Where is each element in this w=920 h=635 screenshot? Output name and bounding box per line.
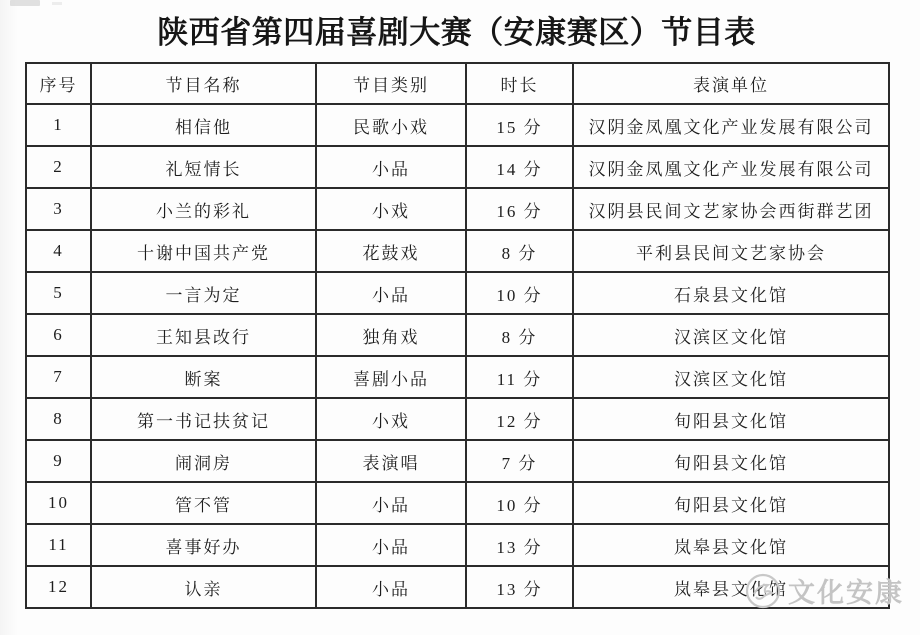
table-cell-unit: 汉滨区文化馆 xyxy=(573,314,889,356)
table-cell-name: 王知县改行 xyxy=(91,314,316,356)
table-cell-index: 8 xyxy=(26,398,91,440)
table-cell-duration: 10 分 xyxy=(466,482,573,524)
table-cell-unit: 旬阳县文化馆 xyxy=(573,398,889,440)
table-cell-category: 民歌小戏 xyxy=(316,104,466,146)
table-cell-index: 1 xyxy=(26,104,91,146)
table-row xyxy=(26,314,889,356)
table-header-row xyxy=(26,63,889,104)
table-cell-category: 小品 xyxy=(316,482,466,524)
page-title: 陕西省第四届喜剧大赛（安康赛区）节目表 xyxy=(157,15,756,50)
table-cell-duration: 12 分 xyxy=(466,398,573,440)
table-row xyxy=(26,188,889,230)
table-cell-duration: 10 分 xyxy=(466,272,573,314)
table-cell-duration: 13 分 xyxy=(466,566,573,608)
table-cell-category: 小品 xyxy=(316,146,466,188)
table-body xyxy=(26,104,889,608)
table-cell-duration: 14 分 xyxy=(466,146,573,188)
program-table-container xyxy=(25,62,888,609)
table-cell-index: 2 xyxy=(26,146,91,188)
table-cell-name: 小兰的彩礼 xyxy=(91,188,316,230)
table-cell-index: 6 xyxy=(26,314,91,356)
table-row xyxy=(26,524,889,566)
watermark-text: 文化安康 xyxy=(788,578,904,608)
table-cell-unit: 平利县民间文艺家协会 xyxy=(573,230,889,272)
table-cell-category: 独角戏 xyxy=(316,314,466,356)
table-row xyxy=(26,356,889,398)
table-cell-duration: 13 分 xyxy=(466,524,573,566)
cropped-ui-fragment xyxy=(52,2,62,5)
table-row xyxy=(26,566,889,608)
table-cell-name: 认亲 xyxy=(91,566,316,608)
table-cell-unit: 岚皋县文化馆 xyxy=(573,566,889,608)
table-cell-index: 11 xyxy=(26,524,91,566)
table-cell-duration: 11 分 xyxy=(466,356,573,398)
table-cell-name: 断案 xyxy=(91,356,316,398)
table-cell-unit: 石泉县文化馆 xyxy=(573,272,889,314)
table-cell-unit: 旬阳县文化馆 xyxy=(573,440,889,482)
table-cell-name: 一言为定 xyxy=(91,272,316,314)
table-cell-duration: 15 分 xyxy=(466,104,573,146)
table-cell-category: 喜剧小品 xyxy=(316,356,466,398)
column-header-category: 节目类别 xyxy=(316,63,466,104)
table-cell-name: 十谢中国共产党 xyxy=(91,230,316,272)
table-row xyxy=(26,146,889,188)
table-cell-index: 10 xyxy=(26,482,91,524)
column-header-name: 节目名称 xyxy=(91,63,316,104)
table-row xyxy=(26,104,889,146)
table-cell-index: 4 xyxy=(26,230,91,272)
table-cell-index: 3 xyxy=(26,188,91,230)
table-row xyxy=(26,398,889,440)
table-header xyxy=(26,63,889,104)
table-row xyxy=(26,440,889,482)
table-cell-name: 礼短情长 xyxy=(91,146,316,188)
table-cell-unit: 汉阴金凤凰文化产业发展有限公司 xyxy=(573,146,889,188)
table-cell-index: 5 xyxy=(26,272,91,314)
table-row xyxy=(26,482,889,524)
table-row xyxy=(26,230,889,272)
table-cell-category: 表演唱 xyxy=(316,440,466,482)
table-cell-category: 小品 xyxy=(316,566,466,608)
cropped-ui-fragment xyxy=(10,0,40,6)
column-header-index: 序号 xyxy=(26,63,91,104)
table-cell-unit: 汉阴县民间文艺家协会西街群艺团 xyxy=(573,188,889,230)
table-cell-name: 闹洞房 xyxy=(91,440,316,482)
table-row xyxy=(26,272,889,314)
column-header-duration: 时长 xyxy=(466,63,573,104)
table-cell-unit: 旬阳县文化馆 xyxy=(573,482,889,524)
column-header-unit: 表演单位 xyxy=(573,63,889,104)
table-cell-duration: 8 分 xyxy=(466,314,573,356)
table-cell-duration: 7 分 xyxy=(466,440,573,482)
table-cell-name: 第一书记扶贫记 xyxy=(91,398,316,440)
table-cell-index: 12 xyxy=(26,566,91,608)
table-cell-duration: 8 分 xyxy=(466,230,573,272)
table-cell-category: 小品 xyxy=(316,524,466,566)
table-cell-index: 7 xyxy=(26,356,91,398)
table-cell-unit: 汉滨区文化馆 xyxy=(573,356,889,398)
table-cell-name: 相信他 xyxy=(91,104,316,146)
table-cell-category: 小戏 xyxy=(316,398,466,440)
table-cell-category: 小戏 xyxy=(316,188,466,230)
table-cell-unit: 汉阴金凤凰文化产业发展有限公司 xyxy=(573,104,889,146)
table-cell-duration: 16 分 xyxy=(466,188,573,230)
program-table xyxy=(25,62,890,609)
table-cell-index: 9 xyxy=(26,440,91,482)
table-cell-category: 花鼓戏 xyxy=(316,230,466,272)
table-cell-name: 管不管 xyxy=(91,482,316,524)
table-cell-category: 小品 xyxy=(316,272,466,314)
table-cell-name: 喜事好办 xyxy=(91,524,316,566)
table-cell-unit: 岚皋县文化馆 xyxy=(573,524,889,566)
